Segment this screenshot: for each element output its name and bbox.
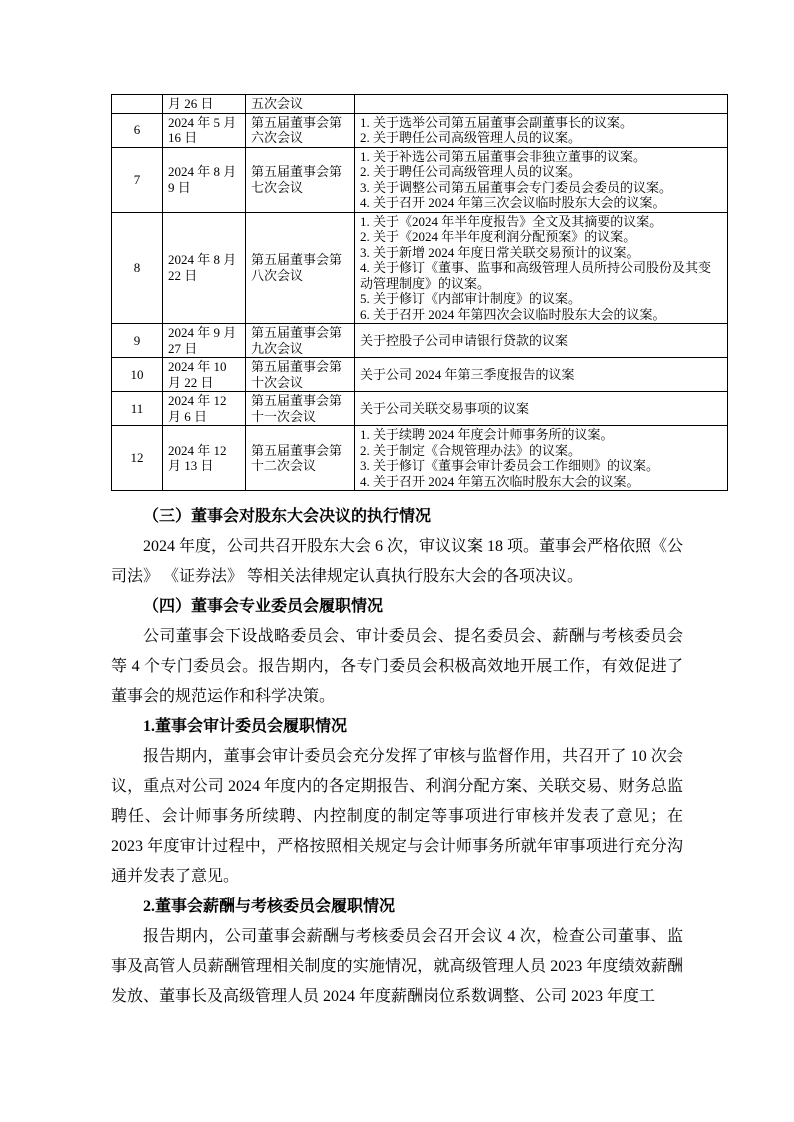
meeting-name-cell: 第五届董事会第八次会议 — [246, 212, 355, 324]
document-content — [111, 94, 712, 1012]
row-number-cell: 10 — [112, 358, 163, 392]
table-row — [112, 392, 728, 426]
meeting-name-cell: 第五届董事会第七次会议 — [246, 147, 355, 212]
paragraph: 报告期内，公司董事会薪酬与考核委员会召开会议 4 次，检查公司董事、监事及高管人员薪酬管理相关制度的实施情况，就高级管理人员 2023 年度绩效薪酬发放、董事长及高级管理人员 2024 年度薪酬岗位系数调整、公司 2023 年度工 — [111, 928, 683, 1005]
meeting-date-cell: 2024 年 9 月 27 日 — [163, 324, 246, 358]
meeting-date-cell: 2024 年 12 月 6 日 — [163, 392, 246, 426]
meeting-item: 1. 关于补选公司第五届董事会非独立董事的议案。 — [360, 148, 647, 164]
row-number-cell: 7 — [112, 147, 163, 212]
paragraph: 报告期内，董事会审计委员会充分发挥了审核与监督作用，共召开了 10 次会议，重点对公司 2024 年度内的各定期报告、利润分配方案、关联交易、财务总监聘任、会计师事务所续聘、内控制度的制定等事项进行审核并发表了意见；在 2023 年度审计过程中，严格按照相关规定与会计师事务所就年审事项进行充分沟通并发表了意见。 — [111, 748, 683, 885]
meeting-item: 4. 关于召开 2024 年第五次临时股东大会的议案。 — [360, 473, 640, 489]
meeting-name-cell: 第五届董事会第九次会议 — [246, 324, 355, 358]
meeting-items-cell — [355, 324, 728, 358]
board-meetings-table — [111, 94, 728, 491]
meeting-item: 3. 关于新增 2024 年度日常关联交易预计的议案。 — [360, 244, 640, 260]
row-number-cell — [112, 95, 163, 114]
row-number-cell: 11 — [112, 392, 163, 426]
meeting-date-cell: 2024 年 8 月 9 日 — [163, 147, 246, 212]
row-number-cell: 8 — [112, 212, 163, 324]
paragraph: 2024 年度，公司共召开股东大会 6 次，审议议案 18 项。董事会严格依照《公司法》 《证券法》 等相关法律规定认真执行股东大会的各项决议。 — [111, 538, 684, 585]
meeting-item: 2. 关于聘任公司高级管理人员的议案。 — [360, 130, 582, 145]
table-row — [112, 95, 728, 114]
meeting-item: 2. 关于制定《合规管理办法》的议案。 — [360, 442, 582, 458]
meeting-items-cell — [355, 426, 728, 491]
meeting-name-cell: 第五届董事会第六次会议 — [246, 113, 355, 147]
meeting-item: 关于公司关联交易事项的议案 — [360, 400, 530, 416]
meeting-item: 3. 关于调整公司第五届董事会专门委员会委员的议案。 — [360, 179, 673, 195]
section-heading: （四）董事会专业委员会履职情况 — [143, 598, 384, 615]
meeting-date-cell: 月 26 日 — [163, 95, 246, 114]
meeting-items-cell — [355, 358, 728, 392]
row-number-cell: 6 — [112, 113, 163, 147]
meetings-table-body — [112, 95, 728, 491]
meeting-date-cell: 2024 年 5 月 16 日 — [163, 113, 246, 147]
meeting-item: 5. 关于修订《内部审计制度》的议案。 — [360, 291, 582, 306]
meeting-item: 6. 关于召开 2024 年第四次会议临时股东大会的议案。 — [360, 306, 666, 322]
section-heading: 2.董事会薪酬与考核委员会履职情况 — [143, 898, 396, 915]
row-number-cell: 12 — [112, 426, 163, 491]
meeting-items-cell — [355, 212, 728, 324]
meeting-item: 关于公司 2024 年第三季度报告的议案 — [360, 366, 575, 382]
meeting-item: 2. 关于聘任公司高级管理人员的议案。 — [360, 164, 582, 179]
meeting-items-cell — [355, 113, 728, 147]
meeting-name-cell: 第五届董事会第十二次会议 — [246, 426, 355, 491]
section-heading: （三）董事会对股东大会决议的执行情况 — [143, 508, 432, 525]
meeting-item: 1. 关于《2024 年半年度报告》全文及其摘要的议案。 — [360, 213, 663, 229]
row-number-cell: 9 — [112, 324, 163, 358]
meeting-item: 4. 关于召开 2024 年第三次会议临时股东大会的议案。 — [360, 195, 666, 210]
meeting-items-cell — [355, 95, 728, 114]
meeting-date-cell: 2024 年 10 月 22 日 — [163, 358, 246, 392]
meeting-date-cell: 2024 年 12 月 13 日 — [163, 426, 246, 491]
meeting-item: 1. 关于选举公司第五届董事会副董事长的议案。 — [360, 114, 634, 130]
meeting-item: 1. 关于续聘 2024 年度会计师事务所的议案。 — [360, 427, 614, 442]
meeting-items-cell — [355, 147, 728, 212]
meeting-item: 关于控股子公司申请银行贷款的议案 — [360, 332, 569, 348]
table-row — [112, 358, 728, 392]
table-row — [112, 324, 728, 358]
meeting-name-cell: 第五届董事会第十一次会议 — [246, 392, 355, 426]
section-heading: 1.董事会审计委员会履职情况 — [143, 718, 348, 735]
meeting-date-cell: 2024 年 8 月 22 日 — [163, 212, 246, 324]
meeting-name-cell: 第五届董事会第十次会议 — [246, 358, 355, 392]
table-row — [112, 147, 728, 212]
paragraph: 公司董事会下设战略委员会、审计委员会、提名委员会、薪酬与考核委员会等 4 个专门委员会。报告期内，各专门委员会积极高效地开展工作，有效促进了董事会的规范运作和科学决策。 — [111, 628, 683, 705]
table-row — [112, 426, 728, 491]
meeting-item: 4. 关于修订《董事、监事和高级管理人员所持公司股份及其变动管理制度》的议案。 — [360, 260, 712, 291]
meeting-item: 3. 关于修订《董事会审计委员会工作细则》的议案。 — [360, 458, 660, 473]
meeting-name-cell: 五次会议 — [246, 95, 355, 114]
sections — [111, 502, 683, 1012]
table-row — [112, 113, 728, 147]
meeting-item: 2. 关于《2024 年半年度利润分配预案》的议案。 — [360, 229, 637, 244]
meeting-items-cell — [355, 392, 728, 426]
table-row — [112, 212, 728, 324]
